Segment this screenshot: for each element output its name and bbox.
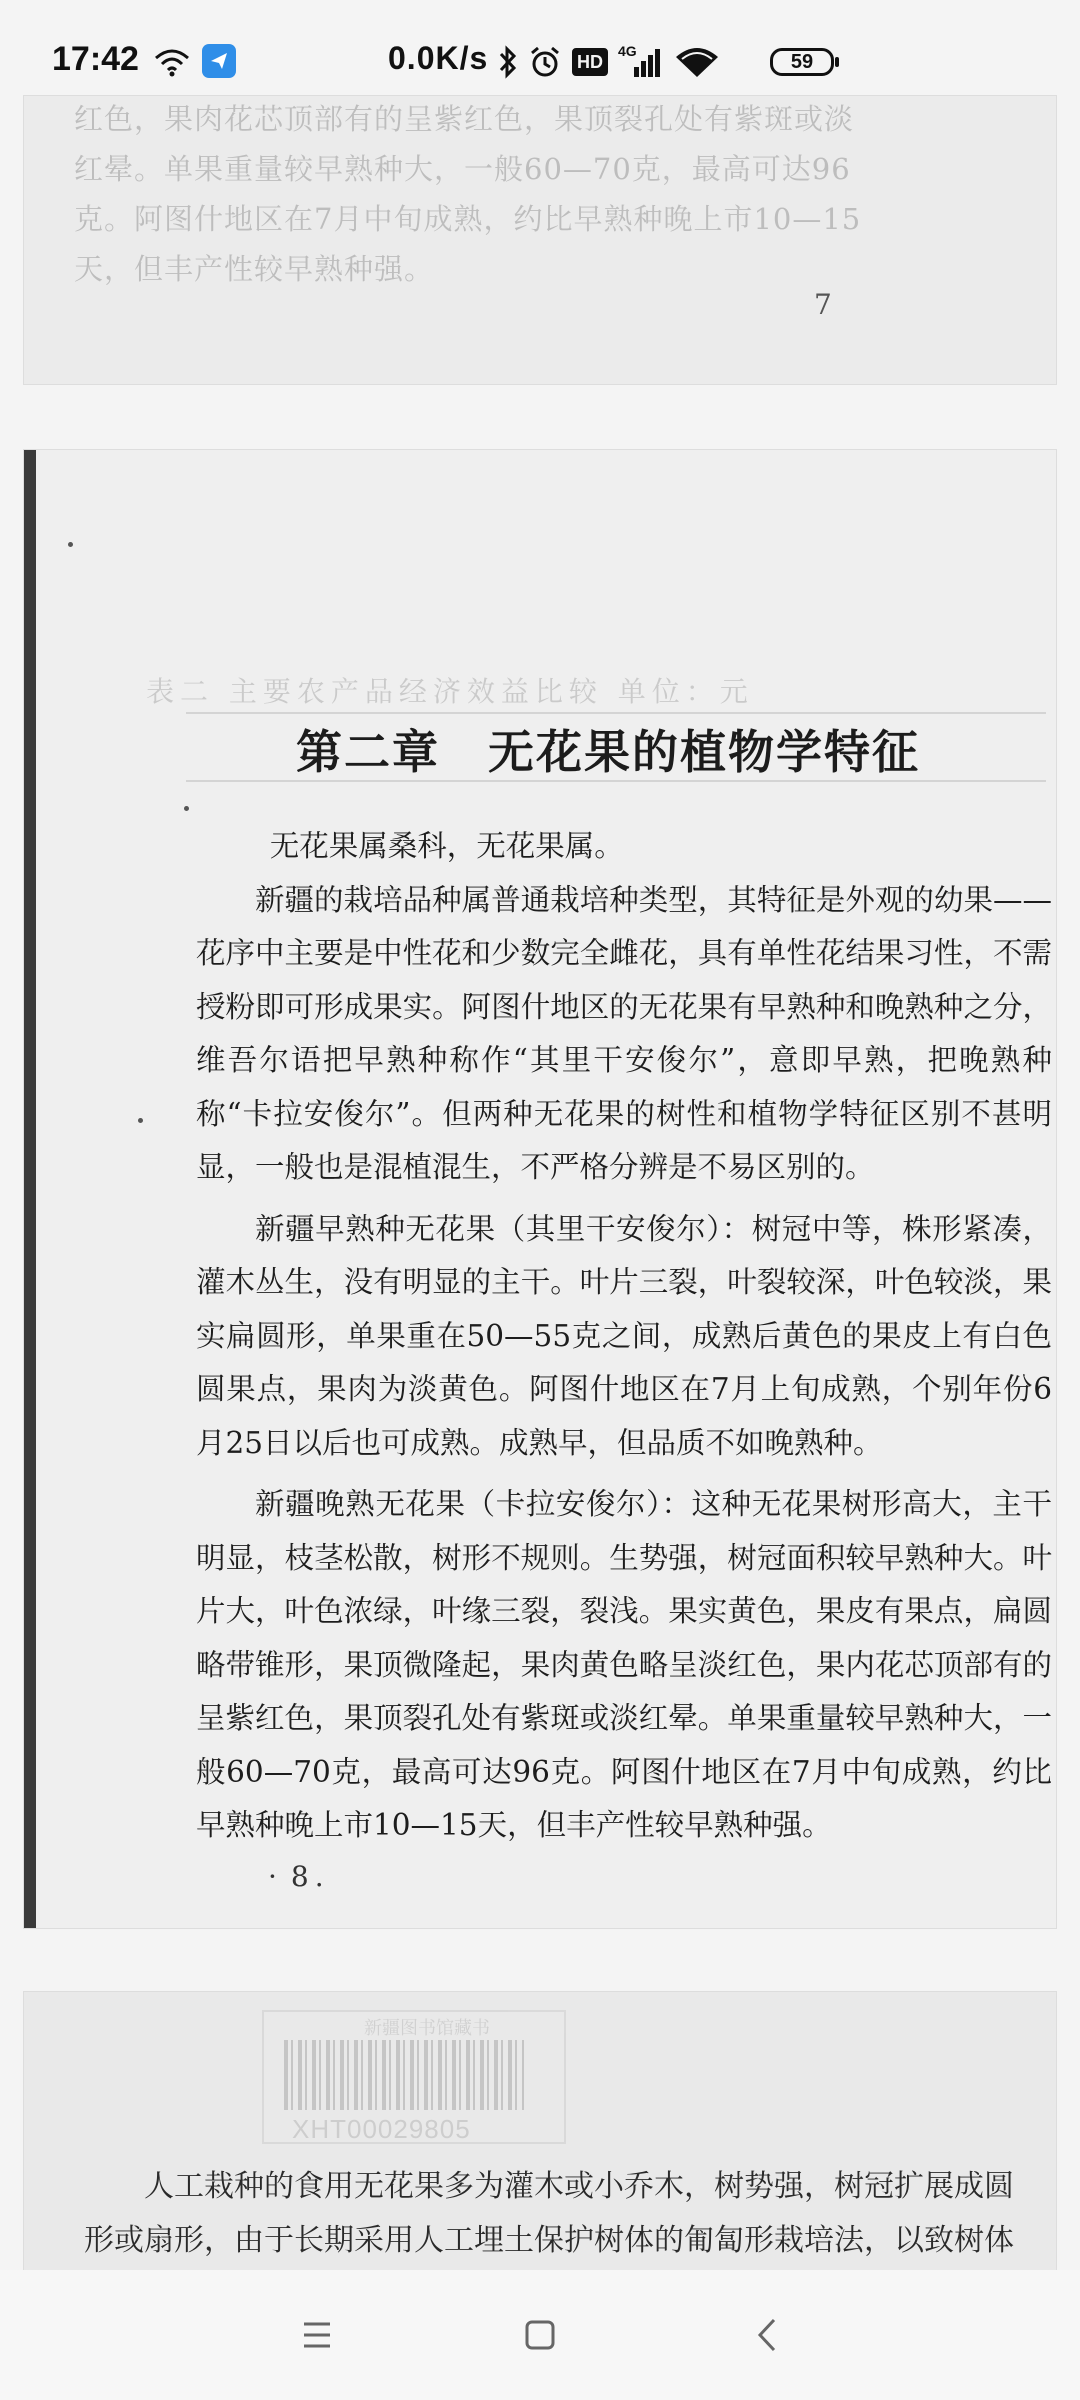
page-number: · 8 . [268, 1860, 324, 1893]
document-page-9[interactable] [24, 1992, 1056, 2272]
bleed-through-rule [186, 712, 1046, 714]
paragraph: 新疆早熟种无花果（其里干安俊尔）：树冠中等，株形紧凑，灌木丛生，没有明显的主干。叶片三裂，叶裂较深，叶色较淡，果实扁圆形，单果重在50—55克之间，成熟后黄色的果皮上有白色圆果点，果肉为淡黄色。阿图什地区在7月上旬成熟，个别年份6月25日以后也可成熟。成熟早，但品质不如晚熟种。 [196, 1211, 1052, 1460]
document-page-8[interactable] [24, 450, 1056, 1928]
paragraph: 人工栽种的食用无花果多为灌木或小乔木，树势强，树冠扩展成圆形或扇形，由于长期采用人工埋土保护树体的匍匐形栽培法，以致树体 [84, 2169, 1014, 2258]
menu-icon[interactable] [282, 2300, 352, 2370]
chapter-title: 第二章 无花果的植物学特征 [296, 725, 920, 779]
library-barcode-stamp: 新疆图书馆藏书 XHT00029805 [262, 2010, 566, 2144]
scan-speck [138, 1118, 143, 1123]
scan-speck [184, 806, 189, 811]
bluetooth-icon [498, 45, 518, 79]
body-text [196, 820, 1052, 1861]
paragraph: 新疆晚熟无花果（卡拉安俊尔）：这种无花果树形高大，主干明显，枝茎松散，树形不规则。生势强，树冠面积较早熟种大。叶片大，叶色浓绿，叶缘三裂，裂浅。果实黄色，果皮有果点，扁圆略带锥形，果顶微隆起，果肉黄色略呈淡红色，果内花芯顶部有的呈紫红色，果顶裂孔处有紫斑或淡红晕。单果重量较早熟种大，一般60—70克，最高可达96克。阿图什地区在7月中旬成熟，约比早熟种晚上市10—15天，但丰产性较早熟种强。 [196, 1487, 1052, 1842]
status-icons [498, 42, 720, 82]
navigation-bar [0, 2270, 1080, 2400]
document-page-7[interactable] [24, 96, 1056, 384]
wifi-icon [674, 45, 720, 79]
signal-icon: 4G [618, 45, 664, 79]
paragraph: 新疆的栽培品种属普通栽培种类型，其特征是外观的幼果——花序中主要是中性花和少数完全雌花，具有单性花结果习性，不需授粉即可形成果实。阿图什地区的无花果有早熟种和晚熟种之分，维吾尔语把早熟种称作“其里干安俊尔”，意即早熟，把晚熟种称“卡拉安俊尔”。但两种无花果的树性和植物学特征区别不甚明显，一般也是混植混生，不严格分辨是不易区别的。 [196, 882, 1052, 1184]
hotspot-icon [152, 46, 192, 78]
clock: 17:42 [52, 40, 139, 78]
barcode-bars [284, 2040, 524, 2110]
page-number: 7 [814, 288, 832, 321]
back-icon[interactable] [732, 2300, 802, 2370]
status-bar [0, 0, 1080, 100]
bleed-through-text: 表二 主要农产品经济效益比较 单位：元 [146, 675, 754, 708]
battery-icon: 59 [770, 48, 834, 76]
scan-speck [68, 542, 73, 547]
app-notification-icon [202, 44, 236, 78]
page-text: 红色，果肉花芯顶部有的呈紫红色，果顶裂孔处有紫斑或淡 红晕。单果重量较早熟种大，一般60—70克，最高可达96 克。阿图什地区在7月中旬成熟，约比早熟种晚上市10—15 天，但丰产性较早熟种强。 [74, 102, 862, 286]
hd-icon: HD [572, 48, 608, 76]
alarm-icon [528, 45, 562, 79]
paragraph: 无花果属桑科，无花果属。 [269, 829, 624, 863]
home-icon[interactable] [505, 2300, 575, 2370]
network-speed: 0.0K/s [388, 40, 489, 76]
